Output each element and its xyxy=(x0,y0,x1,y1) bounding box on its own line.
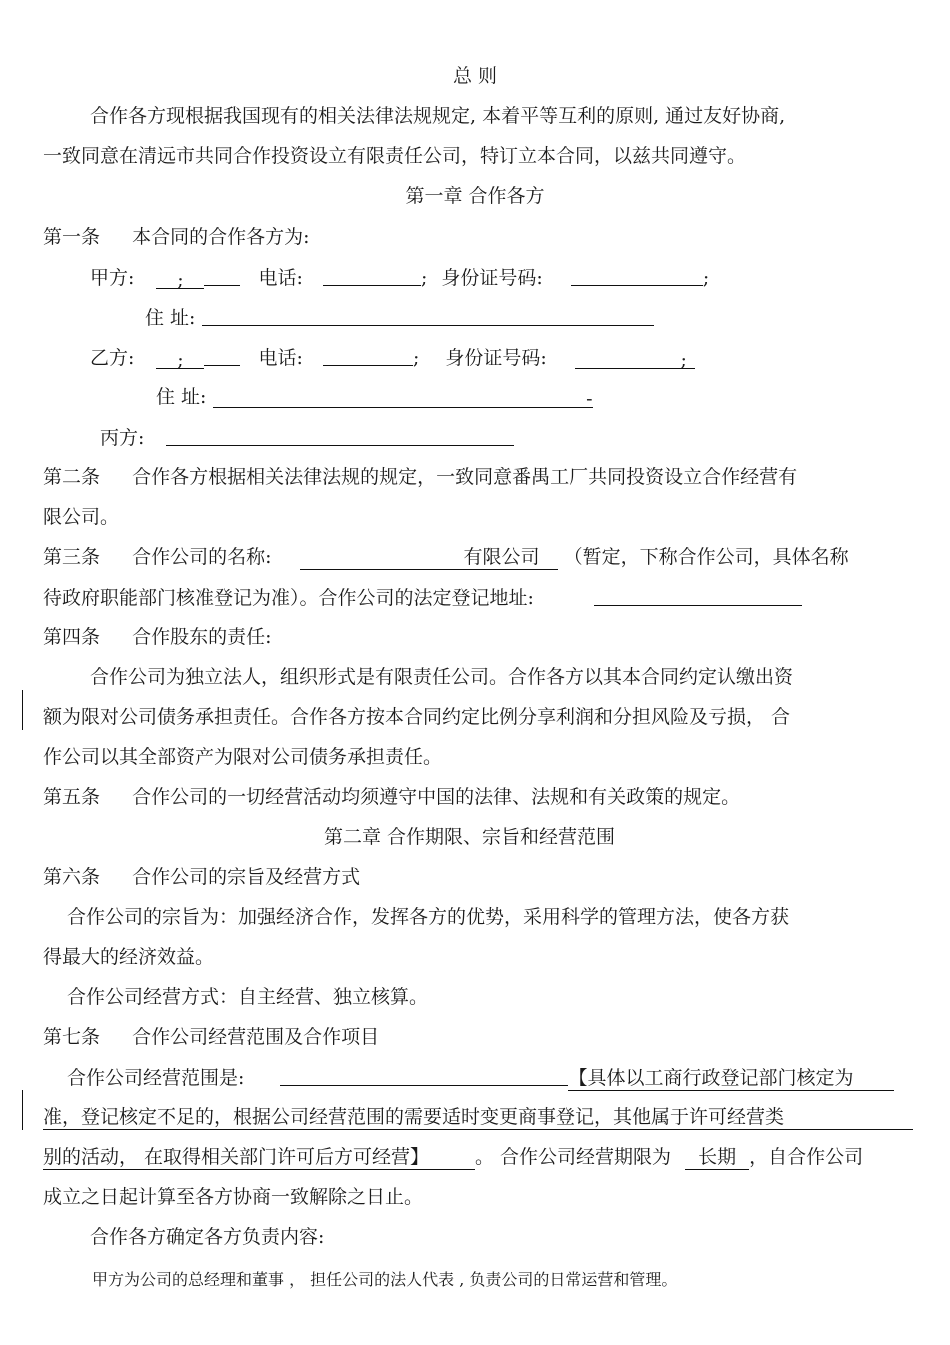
article-3-cont xyxy=(43,585,802,610)
article-6-para-3: 合作公司经营方式：自主经营、独立核算。 xyxy=(67,986,429,1008)
article-text: 合作公司经营范围及合作项目 xyxy=(132,1026,380,1048)
article-text: 合作公司经营范围是: xyxy=(67,1067,245,1089)
article-label: 第二条 xyxy=(43,466,101,488)
party-b-id-label: 身份证号码: xyxy=(445,347,547,369)
party-c-field[interactable] xyxy=(166,425,514,446)
party-a-id-label: 身份证号码: xyxy=(441,267,543,289)
revision-bar xyxy=(22,1090,23,1130)
article-text: 合作各方根据相关法律法规的规定，一致同意番禺工厂共同投资设立合作经营有 xyxy=(132,466,798,488)
article-7-para-1 xyxy=(67,1065,894,1091)
party-a-address-field[interactable] xyxy=(202,305,654,326)
article-text: 。 合作公司经营期限为 xyxy=(475,1146,672,1168)
chapter-2-title: 第二章 合作期限、宗旨和经营范围 xyxy=(324,826,616,848)
article-6-para-2: 得最大的经济效益。 xyxy=(43,946,215,968)
party-b-line xyxy=(90,345,695,370)
article-label: 第三条 xyxy=(43,546,101,568)
article-label: 第七条 xyxy=(43,1026,101,1048)
separator: ; xyxy=(702,267,710,289)
party-a-line xyxy=(90,265,709,290)
duty-party-a: 甲方为公司的总经理和董事 ， 担任公司的法人代表 , 负责公司的日常运营和管理。 xyxy=(92,1270,678,1289)
company-name-suffix: 有限公司 xyxy=(463,546,540,568)
duty-title: 合作各方确定各方负责内容: xyxy=(90,1226,325,1248)
article-label: 第六条 xyxy=(43,866,101,888)
article-6 xyxy=(43,865,360,889)
article-4-para-1: 合作公司为独立法人，组织形式是有限责任公司。合作各方以其本合同约定认缴出资 xyxy=(90,666,794,688)
article-7-para-4: 成立之日起计算至各方协商一致解除之日止。 xyxy=(43,1186,424,1208)
party-b-phone-label: 电话: xyxy=(258,347,303,369)
business-scope-note: 【具体以工商行政登记部门核定为 xyxy=(568,1066,894,1091)
article-2-cont: 限公司。 xyxy=(43,506,120,528)
party-c-line xyxy=(100,425,514,450)
article-label: 第五条 xyxy=(43,786,101,808)
article-text: 合作公司的宗旨及经营方式 xyxy=(132,866,361,888)
business-scope-note-cont: 准，登记核定不足的，根据公司经营范围的需要适时变更商事登记，其他属于许可经营类 xyxy=(43,1105,913,1130)
article-text: 本合同的合作各方为: xyxy=(132,226,310,248)
article-text: 合作公司的名称: xyxy=(132,546,272,568)
business-scope-field[interactable] xyxy=(280,1065,568,1086)
separator: ; xyxy=(680,349,687,371)
party-b-id-field[interactable] xyxy=(575,348,695,369)
party-a-name-field[interactable] xyxy=(156,268,204,289)
party-b-phone-field[interactable] xyxy=(323,345,413,366)
article-7 xyxy=(43,1025,379,1049)
revision-bar xyxy=(22,690,23,730)
article-7-para-3 xyxy=(43,1145,863,1170)
party-b-name-field[interactable] xyxy=(156,348,204,369)
article-4-para-3: 作公司以其全部资产为限对公司债务承担责任。 xyxy=(43,746,443,768)
article-text-tail: （暂定，下称合作公司，具体名称 xyxy=(563,546,849,568)
article-text: 合作公司的一切经营活动均须遵守中国的法律、法规和有关政策的规定。 xyxy=(132,786,741,808)
article-4 xyxy=(43,625,271,649)
article-text: 待政府职能部门核准登记为准）。合作公司的法定登记地址: xyxy=(43,587,534,609)
party-a-address-line xyxy=(145,305,654,330)
separator: ; xyxy=(177,269,184,291)
article-1 xyxy=(43,225,309,249)
article-4-para-2: 额为限对公司债务承担责任。合作各方按本合同约定比例分享利润和分担风险及亏损， 合 xyxy=(43,706,791,728)
party-b-address-label: 住 址: xyxy=(156,386,207,408)
separator: ; xyxy=(177,349,184,371)
party-b-label: 乙方: xyxy=(90,347,135,369)
party-b-address-line xyxy=(156,385,593,409)
address-end-mark: - xyxy=(586,388,593,410)
party-a-id-field[interactable] xyxy=(571,265,703,286)
operation-term-field[interactable] xyxy=(685,1145,749,1170)
party-a-name-blank[interactable] xyxy=(204,265,240,286)
article-7-para-2 xyxy=(43,1105,913,1130)
article-text: 合作股东的责任: xyxy=(132,626,272,648)
operation-term-value: 长期 xyxy=(698,1146,737,1168)
article-label: 第四条 xyxy=(43,626,101,648)
party-c-label: 丙方: xyxy=(100,427,145,449)
article-label: 第一条 xyxy=(43,226,101,248)
separator: ; xyxy=(420,267,428,289)
party-a-label: 甲方: xyxy=(90,267,135,289)
article-6-para-1: 合作公司的宗旨为：加强经济合作，发挥各方的优势，采用科学的管理方法，使各方获 xyxy=(67,906,790,928)
intro-line-2: 一致同意在清远市共同合作投资设立有限责任公司，特订立本合同，以兹共同遵守。 xyxy=(43,145,747,167)
article-text-tail: ，自合作公司 xyxy=(749,1146,864,1168)
party-b-address-field[interactable] xyxy=(213,387,593,408)
business-scope-note-end: 别的活动， 在取得相关部门许可后方可经营】 xyxy=(43,1145,475,1170)
article-3 xyxy=(43,545,849,570)
intro-line-1: 合作各方现根据我国现有的相关法律法规规定, 本着平等互利的原则, 通过友好协商, xyxy=(90,105,786,127)
party-a-address-label: 住 址: xyxy=(145,307,196,329)
article-5 xyxy=(43,785,740,809)
party-a-phone-field[interactable] xyxy=(323,265,421,286)
chapter-1-title: 第一章 合作各方 xyxy=(405,185,545,207)
article-2 xyxy=(43,465,797,489)
party-a-phone-label: 电话: xyxy=(258,267,303,289)
registered-address-field[interactable] xyxy=(594,585,802,606)
party-b-name-blank[interactable] xyxy=(204,345,240,366)
separator: ; xyxy=(412,347,420,369)
company-name-field[interactable] xyxy=(300,545,558,570)
page-title: 总 则 xyxy=(452,65,498,87)
